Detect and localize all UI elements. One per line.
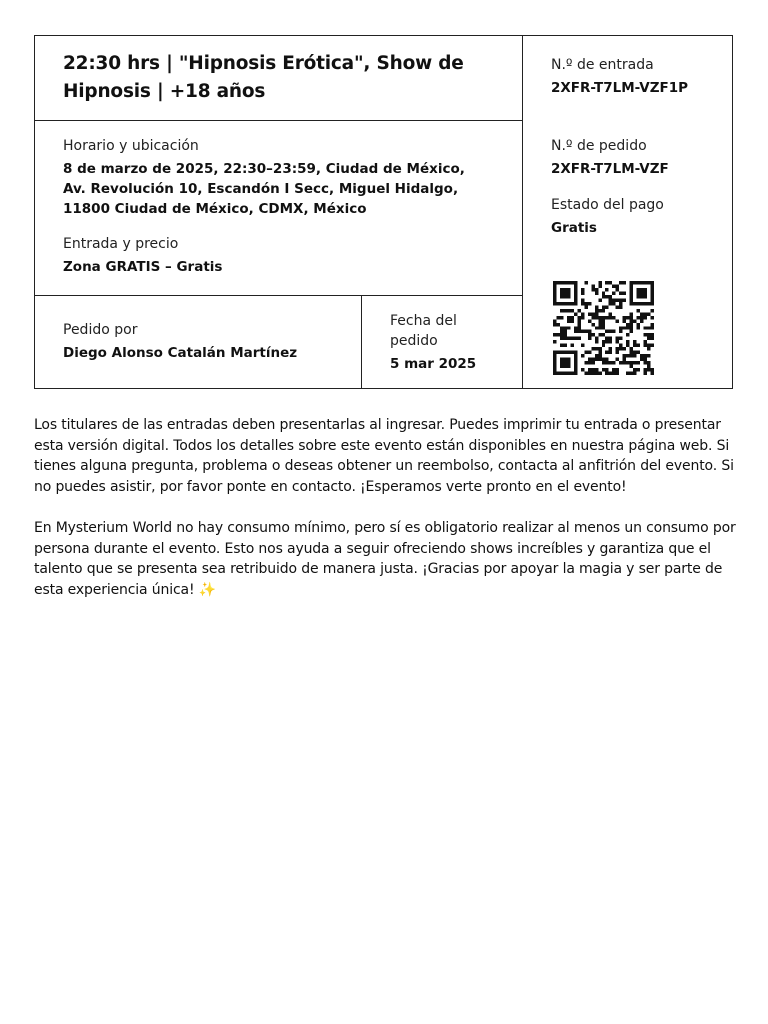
divider-vertical-bottom	[361, 295, 362, 388]
ordered-by: Diego Alonso Catalán Martínez	[63, 345, 298, 361]
order-info-cell	[551, 136, 726, 238]
entry-number-cell	[551, 55, 726, 98]
divider-horizontal-top	[35, 120, 522, 121]
divider-horizontal-bottom	[35, 295, 522, 296]
schedule-label: Horario y ubicación	[63, 138, 199, 154]
event-title-cell	[63, 50, 503, 106]
order-date-cell	[390, 311, 515, 374]
qr-code-icon	[553, 281, 654, 375]
consumption-notice: En Mysterium World no hay consumo mínimo, pero sí es obligatorio realizar al menos un consumo por persona durante el evento. Esto nos ayuda a seguir ofreciendo shows increíbles y garantiza que el talento que se presenta sea retribuido de manera justa. ¡Gracias por apoyar la magia y ser parte de esta experiencia única! ✨	[34, 520, 736, 598]
entry-number-label: N.º de entrada	[551, 57, 654, 73]
ordered-by-label: Pedido por	[63, 322, 138, 338]
order-number: 2XFR-T7LM-VZF	[551, 161, 669, 177]
schedule-value: 8 de marzo de 2025, 22:30–23:59, Ciudad de México, Av. Revolución 10, Escandón I Secc, Miguel Hidalgo, 11800 Ciudad de México, CDMX, México	[63, 161, 465, 217]
schedule-cell	[63, 136, 503, 277]
divider-vertical-main	[522, 36, 523, 388]
order-number-label: N.º de pedido	[551, 138, 647, 154]
ticket-price-label: Entrada y precio	[63, 236, 179, 252]
ordered-by-cell	[63, 320, 353, 363]
order-date-label: Fecha del pedido	[390, 313, 457, 349]
ticket-instructions: Los titulares de las entradas deben presentarlas al ingresar. Puedes imprimir tu entrada o presentar esta versión digital. Todos los detalles sobre este evento están disponibles en nuestra página web. Si tienes alguna pregunta, problema o deseas obtener un reembolso, contacta al anfitrión del evento. Si no puedes asistir, por favor ponte en contacto. ¡Esperamos verte pronto en el evento!	[34, 417, 734, 495]
payment-status-label: Estado del pago	[551, 197, 664, 213]
order-date: 5 mar 2025	[390, 356, 477, 372]
ticket-price-value: Zona GRATIS – Gratis	[63, 259, 223, 275]
entry-number: 2XFR-T7LM-VZF1P	[551, 80, 689, 96]
event-title: 22:30 hrs | "Hipnosis Erótica", Show de Hipnosis | +18 años	[63, 53, 464, 102]
payment-status: Gratis	[551, 220, 597, 236]
